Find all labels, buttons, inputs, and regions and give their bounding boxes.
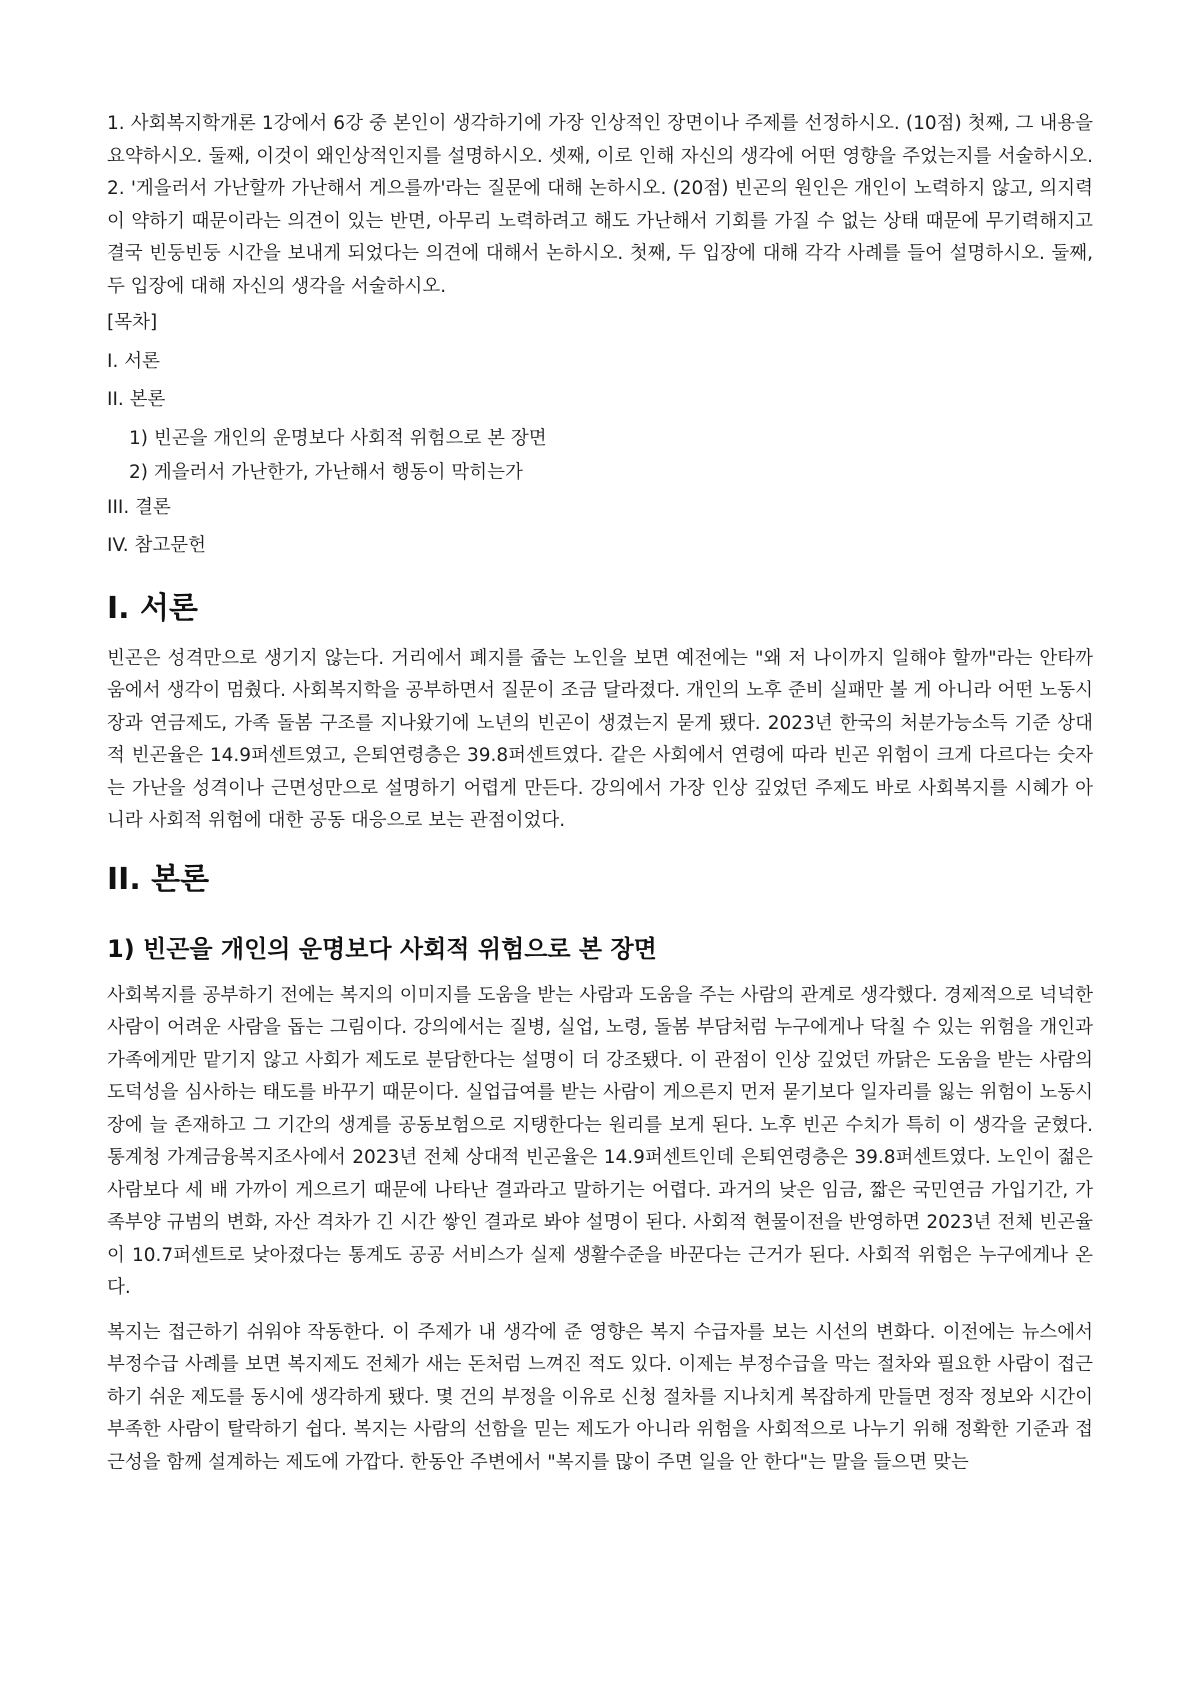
body-paragraph: 사회복지를 공부하기 전에는 복지의 이미지를 도움을 받는 사람과 도움을 주는 사람의 관계로 생각했다. 경제적으로 넉넉한 사람이 어려운 사람을 돕는 그림이다. 강의에서는 질병, 실업, 노령, 돌봄 부담처럼 누구에게나 닥칠 수 있는 위험을 개인과 가족에게만 맡기지 않고 사회가 제도로 분담한다는 설명이 더 강조됐다. 이 관점이 인상 깊었던 까닭은 도움을 받는 사람의 도덕성을 심사하는 태도를 바꾸기 때문이다. 실업급여를 받는 사람이 게으른지 먼저 묻기보다 일자리를 잃는 위험이 노동시장에 늘 존재하고 그 기간의 생계를 공동보험으로 지탱한다는 원리를 보게 된다. 노후 빈곤 수치가 특히 이 생각을 굳혔다. 통계청 가계금융복지조사에서 2023년 전체 상대적 빈곤율은 14.9퍼센트인데 은퇴연령층은 39.8퍼센트였다. 노인이 젊은 사람보다 세 배 가까이 게으르기 때문에 나타난 결과라고 말하기는 어렵다. 과거의 낮은 임금, 짧은 국민연금 가입기간, 가족부양 규범의 변화, 자산 격차가 긴 시간 쌓인 결과로 봐야 설명이 된다. 사회적 현물이전을 반영하면 2023년 전체 빈곤율이 10.7퍼센트로 낮아졌다는 통계도 공공 서비스가 실제 생활수준을 바꾼다는 근거가 된다. 사회적 위험은 누구에게나 온다. bbox=[107, 984, 1093, 1298]
introduction-paragraph: 빈곤은 성격만으로 생기지 않는다. 거리에서 폐지를 줍는 노인을 보면 예전에는 "왜 저 나이까지 일해야 할까"라는 안타까움에서 생각이 멈췄다. 사회복지학을 공부하면서 질문이 조금 달라졌다. 개인의 노후 준비 실패만 볼 게 아니라 어떤 노동시장과 연금제도, 가족 돌봄 구조를 지나왔기에 노년의 빈곤이 생겼는지 묻게 됐다. 2023년 한국의 처분가능소득 기준 상대적 빈곤율은 14.9퍼센트였고, 은퇴연령층은 39.8퍼센트였다. 같은 사회에서 연령에 따라 빈곤 위험이 크게 다르다는 숫자는 가난을 성격이나 근면성만으로 설명하기 어렵게 만든다. 강의에서 가장 인상 깊었던 주제도 바로 사회복지를 시혜가 아니라 사회적 위험에 대한 공동 대응으로 보는 관점이었다. bbox=[107, 647, 1093, 831]
toc-subitem-2: 2) 게을러서 가난한가, 가난해서 행동이 막히는가 bbox=[129, 462, 523, 483]
introduction-section bbox=[107, 589, 1093, 838]
body-section bbox=[107, 860, 1093, 1480]
toc-item-introduction: I. 서론 bbox=[107, 350, 160, 372]
assignment-question: 1. 사회복지학개론 1강에서 6강 중 본인이 생각하기에 가장 인상적인 장면이나 주제를 선정하시오. (10점) 첫째, 그 내용을 요약하시오. 둘째, 이것이 왜인상적인지를 설명하시오. 셋째, 이로 인해 자신의 생각에 어떤 영향을 주었는지를 서술하시오. 2. '게을러서 가난할까 가난해서 게으를까'라는 질문에 대해 논하시오. (20점) 빈곤의 원인은 개인이 노력하지 않고, 의지력이 약하기 때문이라는 의견이 있는 반면, 아무리 노력하려고 해도 가난해서 기회를 가질 수 없는 상태 때문에 무기력해지고 결국 빈둥빈둥 시간을 보내게 되었다는 의견에 대해서 논하시오. 첫째, 두 입장에 대해 각각 사례를 들어 설명하시오. 둘째, 두 입장에 대해 자신의 생각을 서술하시오. bbox=[107, 113, 1093, 297]
introduction-heading: I. 서론 bbox=[107, 590, 198, 626]
table-of-contents bbox=[107, 307, 1093, 563]
toc-item-references: IV. 참고문헌 bbox=[107, 535, 206, 556]
body-heading: II. 본론 bbox=[107, 861, 210, 897]
body-paragraph: 복지는 접근하기 쉬워야 작동한다. 이 주제가 내 생각에 준 영향은 복지 수급자를 보는 시선의 변화다. 이전에는 뉴스에서 부정수급 사례를 보면 복지제도 전체가 새는 돈처럼 느껴진 적도 있다. 이제는 부정수급을 막는 절차와 필요한 사람이 접근하기 쉬운 제도를 동시에 생각하게 됐다. 몇 건의 부정을 이유로 신청 절차를 지나치게 복잡하게 만들면 정작 정보와 시간이 부족한 사람이 탈락하기 쉽다. 복지는 사람의 선함을 믿는 제도가 아니라 위험을 사회적으로 나누기 위해 정확한 기준과 접근성을 함께 설계하는 제도에 가깝다. 한동안 주변에서 "복지를 많이 주면 일을 안 한다"는 말을 들으면 맞는 bbox=[107, 1321, 1093, 1473]
toc-item-body: II. 본론 bbox=[107, 389, 166, 410]
toc-title: [목차] bbox=[107, 312, 158, 333]
toc-subitem-1: 1) 빈곤을 개인의 운명보다 사회적 위험으로 본 장면 bbox=[129, 427, 547, 449]
toc-item-conclusion: III. 결론 bbox=[107, 496, 171, 518]
subsection-heading: 1) 빈곤을 개인의 운명보다 사회적 위험으로 본 장면 bbox=[107, 934, 657, 963]
